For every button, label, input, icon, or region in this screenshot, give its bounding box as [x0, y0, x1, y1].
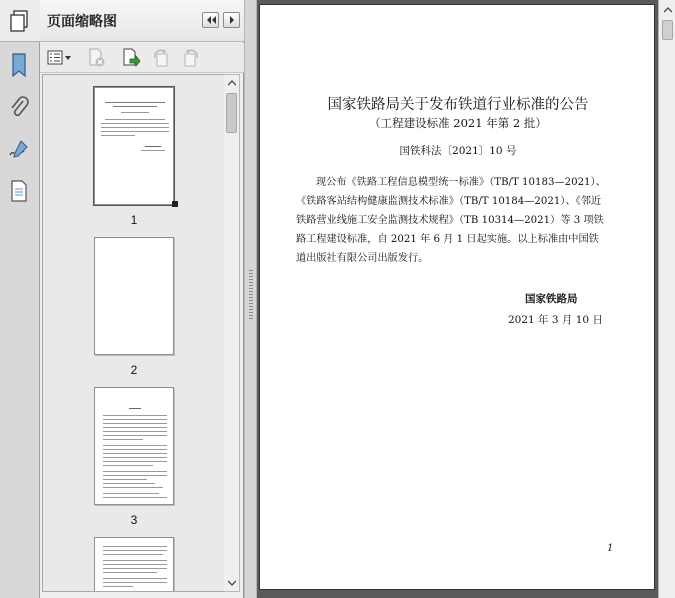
document-scrollbar[interactable] [658, 0, 675, 598]
scrollbar-thumb[interactable] [662, 20, 673, 40]
document-date: 2021 年 3 月 10 日 [508, 314, 603, 326]
rail-header [0, 0, 40, 42]
scrollbar-thumb[interactable] [226, 93, 237, 133]
document-viewer [257, 0, 658, 598]
expand-panel-button[interactable] [223, 12, 240, 28]
thumbnail-toolbar [40, 43, 244, 73]
options-menu-button[interactable] [46, 47, 74, 69]
document-page [259, 4, 655, 590]
thumbnail-label: 1 [130, 213, 138, 227]
thumbnails-panel [40, 0, 244, 598]
scroll-down-arrow-icon[interactable] [224, 575, 239, 591]
rotate-left-button[interactable] [150, 47, 172, 69]
document-title: 国家铁路局关于发布铁道行业标准的公告 [327, 97, 589, 113]
panel-header [40, 0, 244, 42]
splitter-grip[interactable] [249, 270, 253, 320]
thumbnail-label: 2 [130, 363, 138, 377]
collapse-panel-button[interactable] [202, 12, 219, 28]
thumbnail-page-4[interactable] [94, 537, 174, 592]
scroll-up-arrow-icon[interactable] [224, 75, 239, 91]
thumbnail-page-2[interactable] [94, 237, 174, 355]
thumbnail-label: 3 [130, 513, 138, 527]
signature-icon[interactable] [4, 134, 34, 164]
body-line: 现公布《铁路工程信息模型统一标准》（TB/T 10183—2021）、 [316, 177, 606, 188]
delete-page-icon [87, 48, 107, 68]
scroll-up-arrow-icon[interactable] [660, 2, 675, 18]
attachment-icon[interactable] [4, 92, 34, 122]
document-subtitle: （工程建设标准 2021 年第 2 批） [369, 116, 547, 130]
rotate-right-icon [181, 48, 201, 68]
thumbnail-page-3[interactable] [94, 387, 174, 505]
pages-icon[interactable] [4, 6, 34, 36]
navigation-rail [0, 0, 40, 598]
bookmark-icon[interactable] [4, 50, 34, 80]
chevron-right-icon [228, 15, 236, 25]
options-menu-icon [47, 50, 73, 66]
insert-page-button[interactable] [120, 47, 142, 69]
delete-page-button[interactable] [86, 47, 108, 69]
insert-page-icon [121, 48, 141, 68]
resize-handle[interactable] [172, 201, 178, 207]
rotate-left-icon [151, 48, 171, 68]
body-line: 《铁路客站结构健康监测技术标准》（TB/T 10184—2021）、《邻近 [296, 196, 602, 207]
thumbnail-page-1[interactable] [94, 87, 174, 205]
body-line: 路工程建设标准，自 2021 年 6 月 1 日起实施。以上标准由中国铁 [296, 234, 599, 245]
document-icon[interactable] [4, 176, 34, 206]
panel-splitter[interactable] [244, 0, 257, 598]
thumbnail-list [42, 74, 226, 592]
thumbnail-scrollbar[interactable] [224, 74, 240, 592]
double-chevron-left-icon [205, 15, 217, 25]
page-number: 1 [607, 543, 614, 554]
body-line: 道出版社有限公司出版发行。 [296, 253, 429, 264]
body-line: 铁路营业线施工安全监测技术规程》（TB 10314—2021）等 3 项铁 [296, 215, 604, 226]
rotate-right-button[interactable] [180, 47, 202, 69]
document-body [296, 173, 624, 268]
document-signer: 国家铁路局 [525, 293, 578, 305]
document-number: 国铁科法〔2021〕10 号 [399, 145, 517, 157]
panel-title: 页面缩略图 [47, 14, 117, 30]
